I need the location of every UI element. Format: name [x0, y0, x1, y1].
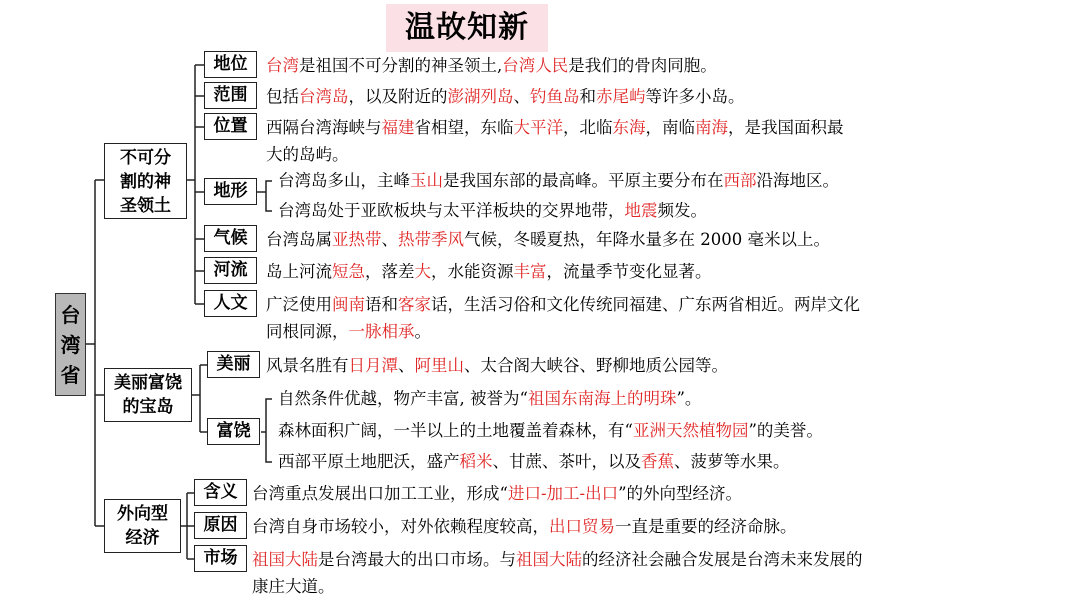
text-segment: 台湾岛处于亚欧板块与太平洋板块的交界地带， [278, 201, 625, 220]
text-line [266, 226, 830, 253]
sub-node-market: 市场 [194, 545, 247, 572]
highlight-term: 出口贸易 [549, 517, 615, 536]
highlight-term: 进口-加工-出口 [507, 484, 619, 503]
text-line [266, 318, 431, 345]
text-segment: 是台湾最大的出口市场。与 [318, 550, 516, 569]
text-segment: 的经济社会融合发展是台湾未来发展的 [582, 550, 863, 569]
category-export-economy [104, 499, 181, 553]
text-segment: 岛上河流 [266, 262, 332, 281]
page-title: 温故知新 [386, 4, 548, 52]
text-segment: ，南临 [645, 118, 695, 137]
text-line [252, 513, 797, 540]
sub-node-reason: 原因 [194, 512, 247, 539]
highlight-term: 赤尾屿 [596, 87, 646, 106]
text-line [266, 352, 728, 379]
text-segment: 西隔台湾海峡与 [266, 118, 382, 137]
text-segment: 。 [414, 322, 431, 341]
highlight-term: 玉山 [410, 171, 443, 190]
sub-node-climate: 气候 [204, 225, 257, 252]
text-segment: 风景名胜有 [266, 356, 349, 375]
sub-node-beauty: 美丽 [207, 351, 260, 378]
root-node-taiwan [55, 293, 86, 396]
highlight-term: 东海 [612, 118, 646, 137]
highlight-term: 地震 [624, 201, 658, 220]
text-line [252, 573, 335, 600]
text-segment: 气候，冬暖夏热，年降水量多在 2000 毫米以上。 [464, 230, 830, 249]
text-segment: 包括 [266, 87, 299, 106]
highlight-term: 大 [414, 262, 431, 281]
text-segment: 广泛使用 [266, 295, 332, 314]
text-segment: 、 [513, 87, 530, 106]
text-segment: 、太合阁大峡谷、野柳地质公园等。 [464, 356, 728, 375]
highlight-term: 台湾人民 [502, 56, 569, 75]
text-segment: 同根同源， [266, 322, 349, 341]
root-char: 台 [60, 303, 81, 327]
sub-node-wealth: 富饶 [207, 418, 260, 445]
text-line [278, 385, 701, 412]
sub-node-scope: 范围 [204, 82, 257, 109]
text-line [266, 52, 717, 79]
text-segment: ，以及附近的 [348, 87, 448, 106]
category-line: 割的神 [120, 172, 171, 192]
highlight-term: 祖国大陆 [516, 550, 582, 569]
text-line [278, 448, 790, 475]
sub-node-terrain: 地形 [204, 178, 257, 205]
text-segment: 自然条件优越，物产丰富, 被誉为“ [278, 389, 528, 408]
highlight-term: 澎湖列岛 [447, 87, 514, 106]
text-segment: 森林面积广阔，一半以上的土地覆盖着森林，有“ [278, 421, 633, 440]
text-line [266, 83, 745, 110]
highlight-term: 热带季风 [398, 230, 464, 249]
root-char: 省 [60, 363, 81, 387]
sub-node-meaning: 含义 [194, 479, 247, 506]
text-segment: ”的美誉。 [748, 421, 823, 440]
text-segment: 是祖国不可分割的神圣领土, [299, 56, 503, 75]
highlight-term: 大平洋 [513, 118, 563, 137]
text-line [252, 480, 742, 507]
text-segment: 、菠萝等水果。 [674, 452, 790, 471]
text-segment: ，水能资源 [431, 262, 514, 281]
highlight-term: 亚洲天然植物园 [632, 421, 749, 440]
text-segment: 、 [381, 230, 398, 249]
text-segment: 一直是重要的经济命脉。 [615, 517, 797, 536]
sub-node-rivers: 河流 [204, 257, 257, 284]
highlight-term: 丰富 [513, 262, 547, 281]
highlight-term: 西部 [723, 171, 757, 190]
text-line [266, 291, 860, 318]
highlight-term: 亚热带 [332, 230, 382, 249]
text-segment: 、甘蔗、茶叶，以及 [492, 452, 641, 471]
category-sacred-territory [104, 143, 187, 219]
category-beautiful-island [104, 368, 192, 422]
highlight-term: 祖国东南海上的明珠 [527, 389, 677, 408]
category-line: 圣领土 [120, 196, 171, 216]
text-segment: 台湾重点发展出口加工工业，形成“ [252, 484, 508, 503]
text-segment: 台湾岛属 [266, 230, 332, 249]
text-segment: 和 [579, 87, 596, 106]
text-line [278, 167, 839, 194]
text-segment: 康庄大道。 [252, 577, 335, 596]
text-line [266, 114, 844, 141]
highlight-term: 香蕉 [641, 452, 674, 471]
text-segment: 等许多小岛。 [645, 87, 745, 106]
text-segment: 大的岛屿。 [266, 145, 349, 164]
highlight-term: 闽南 [332, 295, 365, 314]
highlight-term: 祖国大陆 [252, 550, 318, 569]
text-line [278, 417, 823, 444]
highlight-term: 福建 [381, 118, 415, 137]
sub-node-culture: 人文 [204, 290, 257, 317]
highlight-term: 稻米 [459, 452, 493, 471]
highlight-term: 短急 [332, 262, 365, 281]
text-segment: 西部平原土地肥沃，盛产 [278, 452, 460, 471]
text-line [266, 258, 712, 285]
sub-node-status: 地位 [204, 51, 257, 78]
text-segment: 是我们的骨肉同胞。 [568, 56, 717, 75]
text-segment: 频发。 [657, 201, 707, 220]
text-segment: ，是我国面积最 [728, 118, 844, 137]
highlight-term: 钓鱼岛 [530, 87, 580, 106]
category-line: 美丽富饶 [114, 373, 182, 393]
highlight-term: 阿里山 [414, 356, 464, 375]
sub-node-location: 位置 [204, 113, 257, 140]
text-segment: 是我国东部的最高峰。平原主要分布在 [443, 171, 724, 190]
highlight-term: 一脉相承 [348, 322, 415, 341]
highlight-term: 台湾 [266, 56, 299, 75]
highlight-term: 客家 [398, 295, 431, 314]
text-segment: 省相望，东临 [414, 118, 514, 137]
category-line: 外向型 [117, 504, 168, 524]
category-line: 经济 [125, 528, 160, 548]
text-segment: ，流量季节变化显著。 [546, 262, 712, 281]
highlight-term: 日月潭 [348, 356, 398, 375]
text-segment: 沿海地区。 [756, 171, 839, 190]
text-segment: 、 [398, 356, 415, 375]
text-segment: 语和 [365, 295, 398, 314]
text-segment: ，北临 [563, 118, 613, 137]
category-line: 不可分 [120, 148, 171, 168]
highlight-term: 台湾岛 [299, 87, 349, 106]
text-segment: ”。 [676, 389, 702, 408]
text-line [266, 141, 349, 168]
text-line [278, 197, 707, 224]
text-segment: 话，生活习俗和文化传统同福建、广东两省相近。两岸文化 [431, 295, 860, 314]
category-line: 的宝岛 [122, 397, 174, 417]
text-segment: ”的外向型经济。 [618, 484, 743, 503]
text-line [252, 546, 863, 573]
highlight-term: 南海 [695, 118, 728, 137]
root-char: 湾 [60, 333, 81, 357]
text-segment: 台湾自身市场较小，对外依赖程度较高， [252, 517, 549, 536]
text-segment: 台湾岛多山，主峰 [278, 171, 410, 190]
text-segment: ，落差 [365, 262, 415, 281]
